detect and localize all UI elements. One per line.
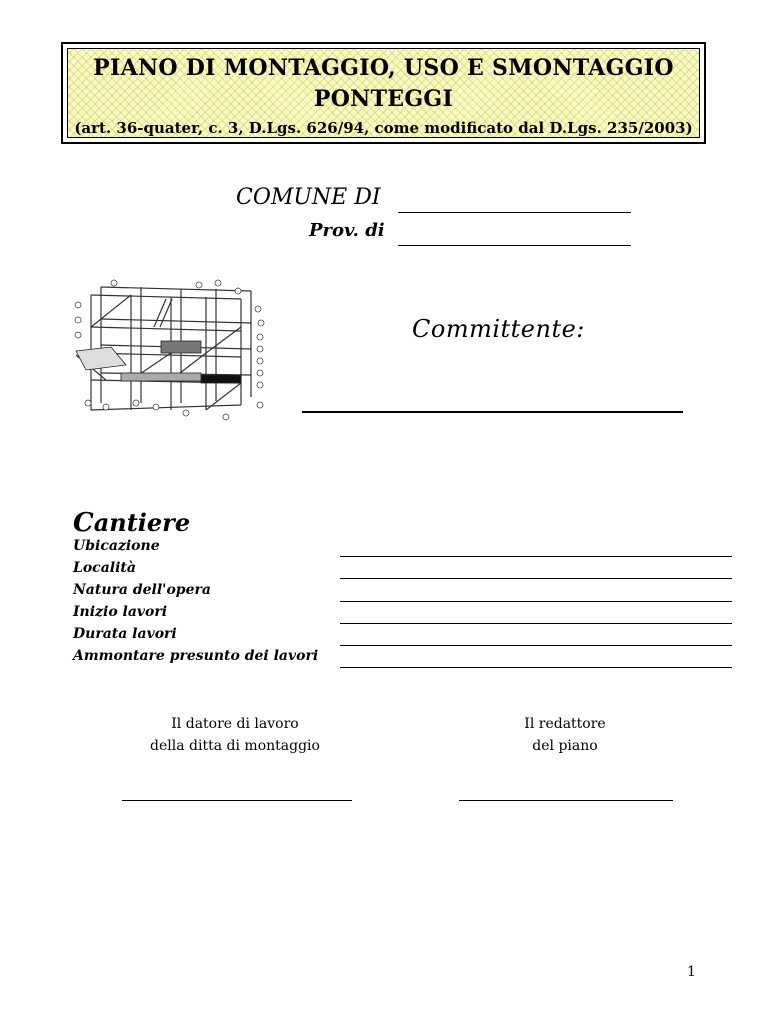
- durata-lavori-label: Durata lavori: [73, 626, 177, 642]
- localita-label: Località: [73, 560, 136, 576]
- scaffolding-illustration: [66, 275, 276, 425]
- committente-blank-line: [302, 411, 683, 413]
- durata-lavori-blank-line: [340, 645, 732, 646]
- provincia-blank-line: [398, 245, 631, 246]
- signature-left-line2: della ditta di montaggio: [150, 738, 320, 754]
- signature-left-line1: Il datore di lavoro: [171, 716, 299, 732]
- ammontare-lavori-label: Ammontare presunto dei lavori: [73, 648, 319, 664]
- inizio-lavori-blank-line: [340, 623, 732, 624]
- cantiere-heading: [73, 508, 190, 538]
- ubicazione-label: Ubicazione: [73, 538, 160, 554]
- page-number: 1: [687, 964, 696, 980]
- comune-blank-line: [398, 212, 631, 213]
- localita-blank-line: [340, 578, 732, 579]
- inizio-lavori-label: Inizio lavori: [73, 604, 168, 620]
- signature-left-blank-line: [122, 800, 352, 801]
- provincia-label: Prov. di: [309, 220, 385, 241]
- comune-label: COMUNE DI: [236, 185, 381, 210]
- document-title-line2: PONTEGGI: [313, 86, 454, 112]
- cantiere-heading-rest: antiere: [93, 508, 191, 537]
- committente-label: Committente:: [412, 315, 585, 343]
- ubicazione-blank-line: [340, 556, 732, 557]
- title-background: [67, 48, 700, 138]
- document-title-line1: PIANO DI MONTAGGIO, USO E SMONTAGGIO: [93, 55, 674, 81]
- natura-opera-label: Natura dell'opera: [73, 582, 211, 598]
- document-subtitle: (art. 36-quater, c. 3, D.Lgs. 626/94, come modificato dal D.Lgs. 235/2003): [74, 119, 693, 137]
- signature-right-line2: del piano: [532, 738, 598, 754]
- cantiere-heading-initial: C: [73, 508, 94, 538]
- signature-right-blank-line: [459, 800, 673, 801]
- natura-opera-blank-line: [340, 601, 732, 602]
- ammontare-lavori-blank-line: [340, 667, 732, 668]
- signature-right-line1: Il redattore: [524, 716, 606, 732]
- document-title-box: [61, 42, 706, 144]
